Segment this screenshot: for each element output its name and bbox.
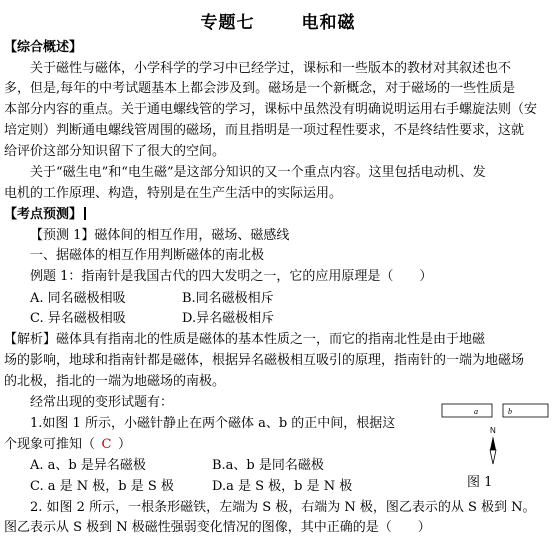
analysis-line: 【解析】磁体具有指南北的性质是磁体的基本性质之一，而它的指南北性是由于地磁	[4, 332, 486, 347]
figure-1-caption: 图 1	[467, 475, 493, 490]
question-1-option-d: D.a 是 S 极，b 是 N 极	[212, 479, 353, 494]
option-a: A. 同名磁极相吸	[30, 291, 126, 306]
question-1-line-1: 1.如图 1 所示，小磁针静止在两个磁体 a、b 的正中间，根据这	[30, 416, 396, 431]
overview-line: 本部分内容的重点。关于通电螺线管的学习，课标中虽然没有明确说明运用右手螺旋法则（安	[4, 102, 538, 117]
analysis-line: 场的影响，地球和指南针都是磁体，根据异名磁极相互吸引的原理，指南针的一端为地磁场	[4, 353, 525, 368]
question-1-answer: C	[101, 437, 112, 452]
overview-line: 关于“磁生电”和“电生磁”是这部分知识的又一个重点内容。这里包括电动机、发	[30, 165, 486, 180]
question-1-stem-end: ）	[117, 437, 131, 452]
needle-n-label: N	[490, 426, 496, 435]
question-1-option-b: B.a、b 是同名磁极	[212, 458, 324, 473]
compass-needle-north	[490, 436, 496, 450]
question-1-option-a: A. a、b 是异名磁极	[30, 458, 146, 473]
question-1-stem: 个现象可推知（	[4, 437, 96, 452]
overview-heading: 【综合概述】	[4, 40, 83, 55]
question-1-line-2	[4, 436, 131, 453]
forecast-1-heading: 【预测 1】磁体间的相互作用，磁场、磁感线	[30, 228, 290, 243]
overview-line: 电机的工作原理、构造，特别是在生产生活中的实际运用。	[4, 186, 343, 201]
overview-line: 给评价这部分知识留下了很大的空间。	[4, 144, 226, 159]
option-d: D.异名磁极相斥	[182, 311, 275, 326]
magnet-a-label: a	[474, 407, 478, 416]
magnet-a	[442, 404, 492, 417]
analysis-line: 的北极，指北的一端为地磁场的南极。	[4, 374, 226, 389]
example-1: 例题 1：指南针是我国古代的四大发明之一，它的应用原理是（ ）	[30, 269, 433, 284]
overview-line: 培定则）判断通电螺线管周围的磁场，而且指明是一项过程性要求，不是终结性要求，这就	[4, 123, 525, 138]
question-2-line-1: 2. 如图 2 所示，一根条形磁铁，左端为 S 极，右端为 N 极，图乙表示的从 S 极到 N。	[30, 500, 536, 515]
question-1-option-c: C. a 是 N 极，b 是 S 极	[30, 479, 174, 494]
forecast-heading-text: 【考点预测】	[4, 207, 83, 222]
compass-needle-south	[490, 450, 496, 464]
title-topic-name: 电和磁	[301, 13, 356, 33]
text-cursor	[84, 207, 86, 220]
forecast-heading	[4, 206, 86, 223]
option-b: B.同名磁极相斥	[182, 291, 274, 306]
question-2-line-2: 图乙表示从 S 极到 N 极磁性强弱变化情况的图像，其中正确的是（ ）	[4, 520, 431, 535]
figure-1-diagram	[440, 400, 550, 500]
subheading-1: 一、据磁体的相互作用判断磁体的南北极	[30, 248, 265, 263]
magnet-b-label: b	[508, 407, 512, 416]
title-topic-number: 专题七	[200, 13, 255, 33]
variant-intro: 经常出现的变形试题有：	[30, 395, 174, 410]
option-c: C. 异名磁极相吸	[30, 311, 126, 326]
overview-line: 关于磁性与磁体，小学科学的学习中已经学过，课标和一些版本的教材对其叙述也不	[30, 61, 512, 76]
page-title	[0, 8, 556, 33]
overview-line: 多，但是,每年的中考试题基本上都会涉及到。磁场是一个新概念，对于磁场的一些性质是	[4, 81, 516, 96]
